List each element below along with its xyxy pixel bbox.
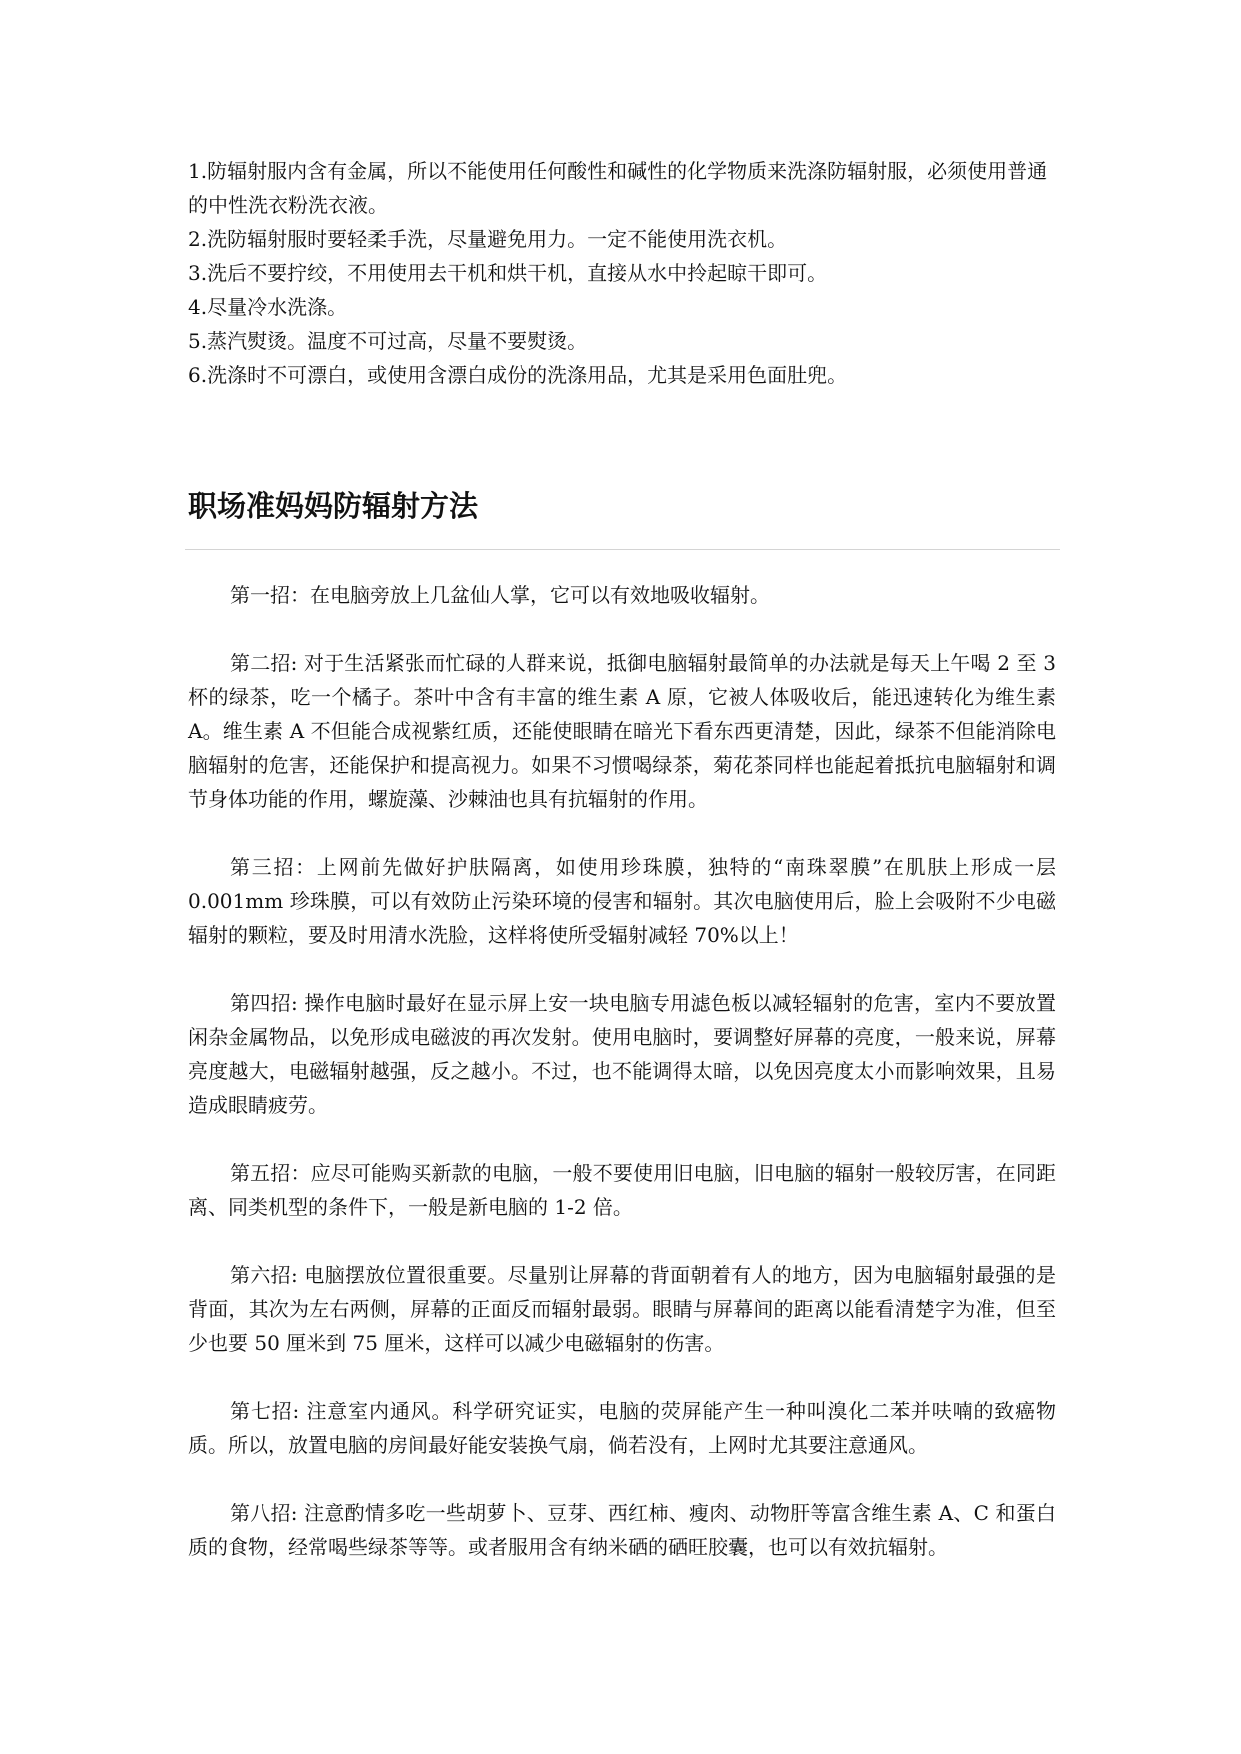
list-item: 5.蒸汽熨烫。温度不可过高，尽量不要熨烫。	[188, 329, 588, 353]
heading-divider	[185, 549, 1060, 550]
section-heading: 职场准妈妈防辐射方法	[188, 489, 479, 523]
tip-paragraph: 第三招：上网前先做好护肤隔离，如使用珍珠膜，独特的“南珠翠膜”在肌肤上形成一层 0.001mm 珍珠膜，可以有效防止污染环境的侵害和辐射。其次电脑使用后，脸上会吸附不少电磁辐射的颗粒，要及时用清水洗脸，这样将使所受辐射减轻 70%以上！	[188, 855, 1056, 947]
list-item: 3.洗后不要拧绞，不用使用去干机和烘干机，直接从水中拎起晾干即可。	[188, 261, 828, 285]
list-item: 2.洗防辐射服时要轻柔手洗，尽量避免用力。一定不能使用洗衣机。	[188, 227, 788, 251]
tip-paragraph: 第四招: 操作电脑时最好在显示屏上安一块电脑专用滤色板以减轻辐射的危害，室内不要放置闲杂金属物品，以免形成电磁波的再次发射。使用电脑时，要调整好屏幕的亮度，一般来说，屏幕亮度越大，电磁辐射越强，反之越小。不过，也不能调得太暗，以免因亮度太小而影响效果，且易造成眼睛疲劳。	[188, 991, 1056, 1117]
list-item: 4.尽量冷水洗涤。	[188, 295, 348, 319]
tip-paragraph: 第五招：应尽可能购买新款的电脑，一般不要使用旧电脑，旧电脑的辐射一般较厉害，在同距离、同类机型的条件下，一般是新电脑的 1-2 倍。	[188, 1161, 1056, 1219]
list-item: 1.防辐射服内含有金属，所以不能使用任何酸性和碱性的化学物质来洗涤防辐射服，必须使用普通的中性洗衣粉洗衣液。	[188, 159, 1048, 217]
tip-paragraph: 第六招: 电脑摆放位置很重要。尽量别让屏幕的背面朝着有人的地方，因为电脑辐射最强的是背面，其次为左右两侧，屏幕的正面反而辐射最弱。眼睛与屏幕间的距离以能看清楚字为准，但至少也要 50 厘米到 75 厘米，这样可以减少电磁辐射的伤害。	[188, 1263, 1056, 1355]
tip-paragraph: 第八招: 注意酌情多吃一些胡萝卜、豆芽、西红柿、瘦肉、动物肝等富含维生素 A、C 和蛋白质的食物，经常喝些绿茶等等。或者服用含有纳米硒的硒旺胶囊，也可以有效抗辐射。	[188, 1501, 1056, 1559]
tip-paragraph: 第二招: 对于生活紧张而忙碌的人群来说，抵御电脑辐射最简单的办法就是每天上午喝 2 至 3 杯的绿茶，吃一个橘子。茶叶中含有丰富的维生素 A 原，它被人体吸收后，能迅速转化为维生素 A。维生素 A 不但能合成视紫红质，还能使眼睛在暗光下看东西更清楚，因此，绿茶不但能消除电脑辐射的危害，还能保护和提高视力。如果不习惯喝绿茶，菊花茶同样也能起着抵抗电脑辐射和调节身体功能的作用，螺旋藻、沙棘油也具有抗辐射的作用。	[188, 651, 1056, 811]
tip-paragraph: 第一招：在电脑旁放上几盆仙人掌，它可以有效地吸收辐射。	[230, 583, 770, 607]
list-item: 6.洗涤时不可漂白，或使用含漂白成份的洗涤用品，尤其是采用色面肚兜。	[188, 363, 848, 387]
tip-paragraph: 第七招: 注意室内通风。科学研究证实，电脑的荧屏能产生一种叫溴化二苯并呋喃的致癌物质。所以，放置电脑的房间最好能安装换气扇，倘若没有，上网时尤其要注意通风。	[188, 1399, 1056, 1457]
tips-body	[188, 578, 1056, 1598]
washing-instructions-list	[188, 154, 1060, 392]
